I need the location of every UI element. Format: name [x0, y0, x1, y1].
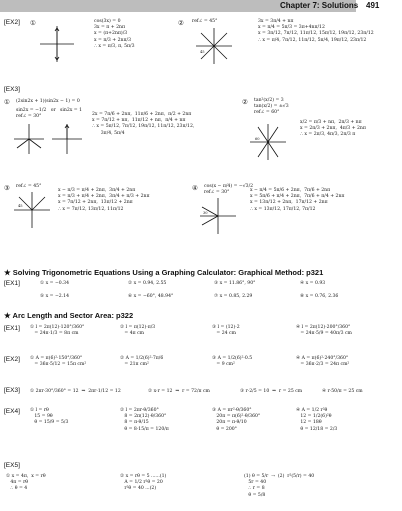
ex3-p1-eq: (2sin2x + 1)(sin2x − 1) = 0: [16, 99, 80, 104]
arc-ex3-item-1: ① 2πr·30°/360° = 12 ⇒ 2πr·1/12 = 12: [30, 389, 121, 394]
arc-ex3-label: [EX3]: [4, 387, 20, 394]
arc-ex2-item-1: ① A = π(6)²·150°/360° = 36π·5/12 = 15π cm²: [30, 356, 87, 368]
ex3-p2-angle-label: 60: [255, 137, 260, 141]
ex2-label: [EX2]: [4, 19, 20, 26]
ex2-p1-num: ①: [30, 20, 36, 27]
arc-ex4-label: [EX4]: [4, 408, 20, 415]
chapter-title: Chapter 7: Solutions: [280, 1, 359, 10]
ex3-p4-work: x − π/4 = 5π/6 + 2nπ, 7π/6 + 2nπ x = 5π/6 + π/4 + 2nπ, 7π/6 + π/4 + 2nπ x = 13π/12 + 2nπ, 17π/12 + 2nπ ∴ x = 13π/12, 17π/12, 7π/12: [250, 188, 345, 212]
page-header: [0, 0, 402, 13]
ex3-p3-ref: ref∠ = 45°: [16, 184, 42, 189]
ex3-label: [EX3]: [4, 86, 20, 93]
ex3-p4-reference-angle-diagram: [200, 198, 236, 234]
graphing-r2-3: ⑦ x = 0.85, 2.29: [214, 294, 253, 299]
ex3-p2-reference-angle-diagram: [250, 124, 286, 160]
arc-ex4-item-2: ② l = 2πr·θ/360° 8 = 2π(12)·θ/360° 8 = π·θ/15 θ = 8·15/π = 120/π: [120, 408, 169, 432]
ex3-p4-angle-label: 30: [203, 211, 208, 215]
ex3-p3-num: ③: [4, 185, 10, 192]
graphing-r1-4: ④ x = 0.93: [300, 281, 326, 286]
ex2-p1-unit-circle-diagram: [40, 26, 74, 62]
arc-section-title: ★ Arc Length and Sector Area: p322: [4, 311, 134, 320]
ex3-p1-num: ①: [4, 99, 10, 106]
arc-ex1-item-2: ② l = π(12)·π/3 = 4π cm: [120, 325, 156, 337]
arc-ex1-item-3: ③ l = (12)·2 = 24 cm: [212, 325, 240, 337]
arc-ex2-item-2: ② A = 1/2(6)²·7π/6 = 21π cm²: [120, 356, 164, 368]
graphing-r2-1: ⑤ x = −2.14: [40, 294, 70, 299]
graphing-r1-2: ② x = 0.94, 2.55: [128, 281, 167, 286]
graphing-r2-2: ⑥ x = −60°, 48.94°: [128, 294, 174, 299]
ex2-p2-work: 3x = 3π/4 + nπ x = π/4 = 5π/3 = 3π+4nπ/12 x = 3π/12, 7π/12, 11π/12, 15π/12, 19π/12, 23π/12 ∴ x = π/4, 7π/12, 11π/12, 5π/4, 19π/12, 23π/12: [258, 19, 374, 43]
ex3-p3-reference-angle-diagram: [14, 192, 50, 228]
arc-ex4-item-3: ③ A = πr²·θ/360° 20π = π(6)²·θ/360° 20π = π·θ/10 θ = 200°: [212, 408, 261, 432]
arc-ex4-item-1: ① l = rθ 15 = 9θ θ = 15/9 = 5/3: [30, 408, 69, 426]
page-number: 491: [366, 1, 380, 10]
graphing-ex1-label: [EX1]: [4, 280, 20, 287]
ex2-p2-reference-angle-diagram: [196, 28, 232, 64]
ex2-p1-work: cos(3x) = 0 3x = π + 2nπ x = (π+2nπ)/3 x = π/3 + 2nπ/3 ∴ x = π/3, π, 5π/3: [94, 19, 135, 49]
ex3-p1-work: 2x = 7π/6 + 2nπ, 11π/6 + 2nπ, π/2 + 2nπ x = 7π/12 + nπ, 11π/12 + nπ, π/4 + nπ ∴ x = 5π/12, 7π/12, 19π/12, 11π/12, 23π/12, 3π/4, 5π/4: [92, 112, 195, 136]
ex3-p2-work: x/2 = π/3 + nπ, 2π/3 + nπ x = 2π/3 + 2nπ, 4π/3 + 2nπ ∴ x = 2π/3, 4π/3, 2π/3 π: [300, 120, 366, 138]
ex3-p4-num: ④: [192, 185, 198, 192]
arc-ex5-item-1: ① x = 4π, x = rθ 4π = rθ ∴ θ = 4: [6, 474, 46, 492]
graphing-section-title: ★ Solving Trigonometric Equations Using a Graphing Calculator: Graphical Method: p321: [4, 268, 324, 277]
ex3-p3-angle-label: 45: [18, 204, 23, 208]
graphing-r2-4: ⑧ x = 0.76, 2.36: [300, 294, 339, 299]
arc-ex4-item-4: ④ A = 1/2 r²θ 12 = 1/2(6)²θ 12 = 18θ θ = 12/18 = 2/3: [296, 408, 338, 432]
ex3-p4-eq: cos(x − π/4) = −√3/2 ref∠ = 30°: [204, 184, 254, 196]
arc-ex3-item-4: ④ r·50/π = 25 cm: [322, 389, 363, 394]
graphing-r1-3: ③ x = 11.86°, 90°: [214, 281, 256, 286]
ex3-p1-diagram-b: [52, 124, 82, 154]
ex2-p2-num: ②: [178, 20, 184, 27]
ex3-p1-diagram-a: [14, 124, 44, 154]
arc-ex5-label: [EX5]: [4, 462, 20, 469]
arc-ex5-item-2: ② x = rθ = 5 ......(1) A = 1/2 r²θ = 20 r²θ = 40 ...(2): [120, 474, 167, 492]
arc-ex2-item-3: ③ A = 1/2(6)²·0.5 = 9 cm²: [212, 356, 253, 368]
graphing-r1-1: ① x = −0.34: [40, 281, 70, 286]
ex3-p1-left: sin2x = −1/2 or sin2x = 1 ref∠ = 30°: [16, 108, 83, 120]
arc-ex3-item-3: ③ r·2/5 = 10 ⇒ r = 25 cm: [240, 389, 303, 394]
arc-ex1-item-1: ① l = 2π(12)·120°/360° = 24π·1/3 = 8π cm: [30, 325, 85, 337]
arc-ex3-item-2: ② x·r = 12 ⇒ r = 72/π cm: [148, 389, 210, 394]
ex2-p2-ref: ref∠ = 45°: [192, 19, 218, 24]
arc-ex1-item-4: ④ l = 2π(12)·200°/360° = 24π·5/9 = 40π/3 cm: [296, 325, 352, 337]
arc-ex2-label: [EX2]: [4, 356, 20, 363]
ex3-p3-work: x − π/3 = π/4 + 2nπ, 3π/4 + 2nπ x = π/3 + π/4 + 2nπ, 3π/4 + π/3 + 2nπ x = 7π/12 + 2nπ, 13π/12 + 2nπ ∴ x = 7π/12, 13π/12, 11π/12: [58, 188, 150, 212]
ex3-p2-num: ②: [242, 99, 248, 106]
arc-ex5-item-3: (1) θ = 5/r → (2) r²(5/r) = 40 5r = 40 ∴ r = 8 θ = 5/8: [244, 474, 315, 498]
ex2-p2-angle-label: 45: [200, 50, 205, 54]
arc-ex2-item-4: ④ A = π(6)²·240°/360° = 36π·2/3 = 24π cm²: [296, 356, 350, 368]
arc-ex1-label: [EX1]: [4, 325, 20, 332]
ex3-p2-eq: tan²(x/2) = 3 tan(x/2) = ±√3 ref∠ = 60°: [254, 98, 289, 116]
